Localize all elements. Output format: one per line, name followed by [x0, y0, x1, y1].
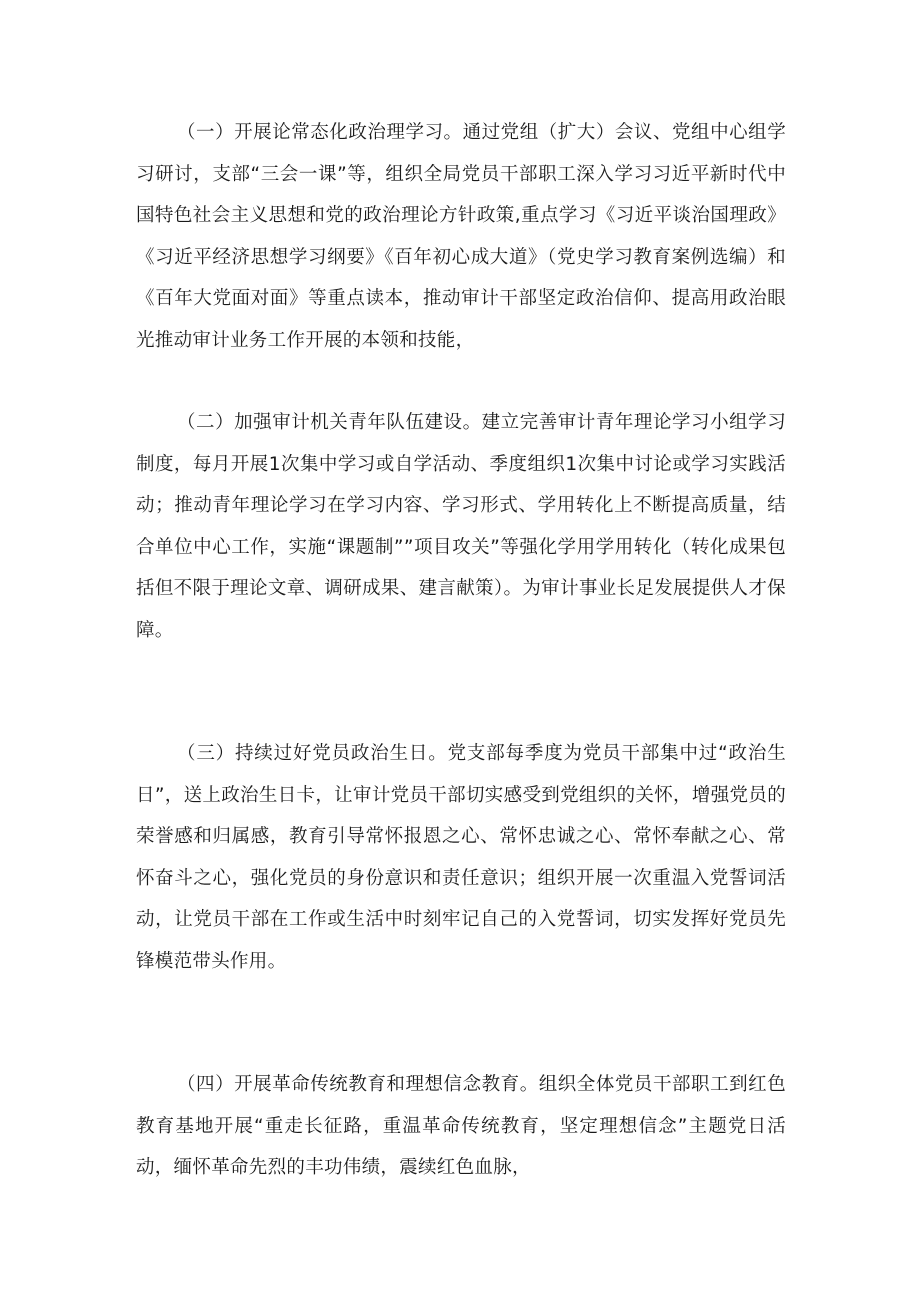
paragraph-3: （三）持续过好党员政治生日。党支部每季度为党员干部集中过“政治生日”，送上政治生日卡，让审计党员干部切实感受到党组织的关怀，增强党员的荣誉感和归属感，教育引导常怀报恩之心、常怀忠诚之心、常怀奉献之心、常怀奋斗之心，强化党员的身份意识和责任意识；组织开展一次重温入党誓词活动，让党员干部在工作或生活中时刻牢记自己的入党誓词，切实发挥好党员先锋模范带头作用。: [136, 743, 786, 972]
paragraph-4: （四）开展革命传统教育和理想信念教育。组织全体党员干部职工到红色教育基地开展“重走长征路，重温革命传统教育，坚定理想信念”主题党日活动，缅怀革命先烈的丰功伟绩，震续红色血脉，: [136, 1074, 786, 1178]
paragraph-1: （一）开展论常态化政治理学习。通过党组（扩大）会议、党组中心组学习研讨，支部“三会一课”等，组织全局党员干部职工深入学习习近平新时代中国特色社会主义思想和党的政治理论方针政策,重点学习《习近平谈治国理政》《习近平经济思想学习纲要》《百年初心成大道》（党史学习教育案例选编）和《百年大党面对面》等重点读本，推动审计干部坚定政治信仰、提高用政治眼光推动审计业务工作开展的本领和技能，: [136, 122, 786, 351]
paragraph-2: （二）加强审计机关青年队伍建设。建立完善审计青年理论学习小组学习制度，每月开展1次集中学习或自学活动、季度组织1次集中讨论或学习实践活动；推动青年理论学习在学习内容、学习形式、学用转化上不断提高质量，结合单位中心工作，实施“课题制””项目攻关”等强化学用学用转化（转化成果包括但不限于理论文章、调研成果、建言献策）。为审计事业长足发展提供人才保障。: [136, 412, 786, 641]
